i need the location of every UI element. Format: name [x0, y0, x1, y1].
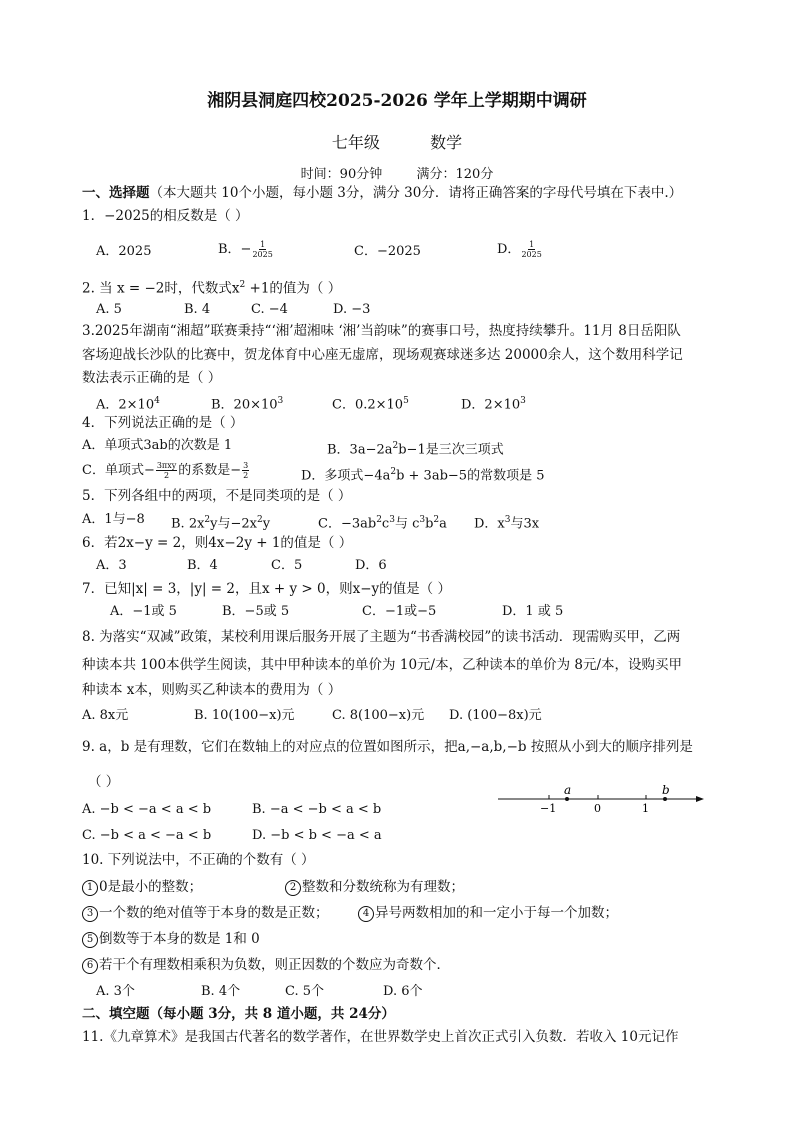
q1-stem: 1．−2025的相反数是（ ） — [82, 208, 249, 224]
q5-stem: 5．下列各组中的两项，不是同类项的是（ ） — [82, 488, 352, 504]
q8-option-c: C. 8(100−x)元 — [332, 708, 425, 723]
q1-option-b: B．− $\frac{1}{2025}$ — [218, 240, 273, 259]
q4-option-c: C．单项式− $\frac{\text{3πxy}}{2}$ 的系数是− $\frac{3}{2}$ — [82, 461, 249, 480]
number-line-figure — [494, 784, 708, 818]
q10-statement-4: 4 异号两数相加的和一定小于每一个加数； — [358, 904, 618, 922]
q7-option-b: B．−5或 5 — [222, 604, 290, 619]
q1-b-fraction: $\frac{1}{2025}$ — [252, 240, 273, 259]
q1-d-fraction: $\frac{1}{2025}$ — [521, 240, 542, 259]
q10-statement-2: 2 整数和分数统称为有理数； — [285, 878, 464, 896]
q8-line3: 种读本 x本，则购买乙种读本的费用为（ ） — [82, 682, 342, 698]
q7-option-c: C．−1或−5 — [362, 604, 437, 619]
q2-option-a: A. 5 — [96, 302, 122, 317]
q8-line2: 种读本共 100本供学生阅读，其中甲种读本的单价为 10元/本，乙种读本的单价为 8元/本，设购买甲 — [82, 657, 683, 673]
q8-line1: 8. 为落实“双减”政策，某校利用课后服务开展了主题为“书香满校园”的读书活动．现需购买甲，乙两 — [82, 629, 681, 645]
q7-option-a: A．−1或 5 — [110, 604, 177, 619]
q1-option-d: D． $\frac{1}{2025}$ — [497, 240, 542, 259]
q4-option-a: A．单项式3ab的次数是 1 — [82, 438, 233, 453]
section2-heading: 二、填空题（每小题 3分，共 8 道小题，共 24分） — [82, 1006, 395, 1022]
score-label: 满分：120分 — [416, 167, 494, 182]
section1-note: （本大题共 10个小题，每小题 3分，满分 30分．请将正确答案的字母代号填在下表中.） — [149, 185, 683, 201]
q1-option-c: C．−2025 — [354, 244, 421, 259]
exam-title: 湘阴县洞庭四校2025-2026 学年上学期期中调研 — [207, 91, 587, 111]
q10-option-d: D. 6个 — [383, 984, 423, 999]
q4-option-d: D．多项式$-4a^2b + 3ab-5$的常数项是 5 — [301, 467, 545, 484]
q2-option-c: C. −4 — [251, 302, 288, 317]
q3-option-b: B．$20\times 10^3$ — [211, 396, 284, 413]
q4-option-b: B．$3a-2a^2b-1$是三次三项式 — [327, 441, 504, 458]
q9-line2: （ ） — [88, 774, 120, 790]
label-a: a — [564, 784, 572, 797]
q9-option-a: A. −b < −a < a < b — [82, 802, 212, 817]
q2-option-b: B. 4 — [184, 302, 211, 317]
q10-statement-1: 1 0是最小的整数； — [82, 878, 202, 896]
q6-option-a: A．3 — [96, 558, 127, 573]
q6-stem: 6．若2x−y = 2，则4x−2y + 1的值是（ ） — [82, 535, 353, 551]
q3-line3: 数法表示正确的是（ ） — [82, 370, 222, 386]
q9-option-b: B. −a < −b < a < b — [252, 802, 382, 817]
q9-option-c: C. −b < a < −a < b — [82, 828, 212, 843]
q4-c-fraction2: $\frac{3}{2}$ — [243, 461, 249, 480]
q1-option-a: A．2025 — [96, 244, 152, 259]
q9-option-d: D. −b < b < −a < a — [252, 828, 382, 843]
q10-statement-6: 6 若干个有理数相乘积为负数，则正因数的个数应为奇数个． — [82, 956, 450, 974]
exam-subtitle — [0, 130, 794, 153]
q3-line1: 3.2025年湖南“湘超”联赛秉持“‘湘’超湘味 ‘湘’当韵味”的赛事口号，热度持续攀升。11月 8日岳阳队 — [82, 323, 681, 339]
q8-option-b: B. 10(100−x)元 — [194, 708, 295, 723]
q3-option-d: D．$2\times 10^3$ — [461, 396, 526, 413]
q6-option-b: B．4 — [187, 558, 218, 573]
section1-heading: 一、选择题 — [82, 185, 150, 201]
q6-option-d: D．6 — [355, 558, 387, 573]
tick-label-neg1: −1 — [540, 802, 557, 815]
q7-option-d: D．1 或 5 — [502, 604, 564, 619]
q9-line1: 9. a，b 是有理数，它们在数轴上的对应点的位置如图所示，把a,−a,b,−b 按照从小到大的顺序排列是 — [82, 739, 693, 755]
q2-option-d: D. −3 — [333, 302, 371, 317]
tick-label-0: 0 — [594, 802, 601, 815]
q10-option-a: A. 3个 — [96, 984, 135, 999]
q5-option-c: C．$-3ab^2c^3$与 $c^3b^2a$ — [318, 515, 447, 532]
q10-stem: 10. 下列说法中，不正确的个数有（ ） — [82, 852, 315, 868]
arrow-head-icon — [696, 796, 704, 802]
point-a — [565, 797, 569, 801]
q5-option-b: B. $2x^2y$与$-2x^2y$ — [171, 515, 271, 532]
q3-line2: 客场迎战长沙队的比赛中，贺龙体育中心座无虚席，现场观赛球迷多达 20000余人，这个数用科学记 — [82, 347, 683, 363]
q4-stem: 4．下列说法正确的是（ ） — [82, 415, 244, 431]
q11-line1: 11.《九章算术》是我国古代著名的数学著作，在世界数学史上首次正式引入负数．若收入 10元记作 — [82, 1029, 679, 1045]
time-label: 时间：90分钟 — [300, 167, 383, 182]
q6-option-c: C．5 — [271, 558, 303, 573]
q10-statement-3: 3 一个数的绝对值等于本身的数是正数； — [82, 904, 329, 922]
grade-label: 七年级 — [331, 133, 380, 152]
label-b: b — [662, 784, 670, 797]
subject-label: 数学 — [430, 133, 463, 152]
q7-stem: 7．已知|x| = 3，|y| = 2，且x + y > 0，则x−y的值是（ ） — [82, 581, 451, 597]
q8-option-d: D. (100−8x)元 — [449, 708, 542, 723]
q2-stem: 2. 当 x = −2时，代数式$x^2 +1$的值为（ ） — [82, 280, 342, 297]
q3-option-a: A．$2\times 10^4$ — [96, 396, 160, 413]
q4-c-fraction: $\frac{\text{3πxy}}{2}$ — [156, 461, 177, 480]
tick-label-1: 1 — [642, 802, 649, 815]
q10-statement-5: 5 倒数等于本身的数是 1和 0 — [82, 930, 260, 948]
section1-heading-line — [82, 184, 682, 202]
point-b — [663, 797, 667, 801]
q5-option-a: A．1与−8 — [82, 512, 145, 527]
q5-option-d: D．$x^3$与3x — [474, 515, 540, 532]
exam-meta — [0, 163, 794, 182]
q8-option-a: A. 8x元 — [82, 708, 129, 723]
q10-option-b: B. 4个 — [201, 984, 241, 999]
q10-option-c: C. 5个 — [285, 984, 325, 999]
q3-option-c: C．$0.2\times 10^5$ — [332, 396, 409, 413]
